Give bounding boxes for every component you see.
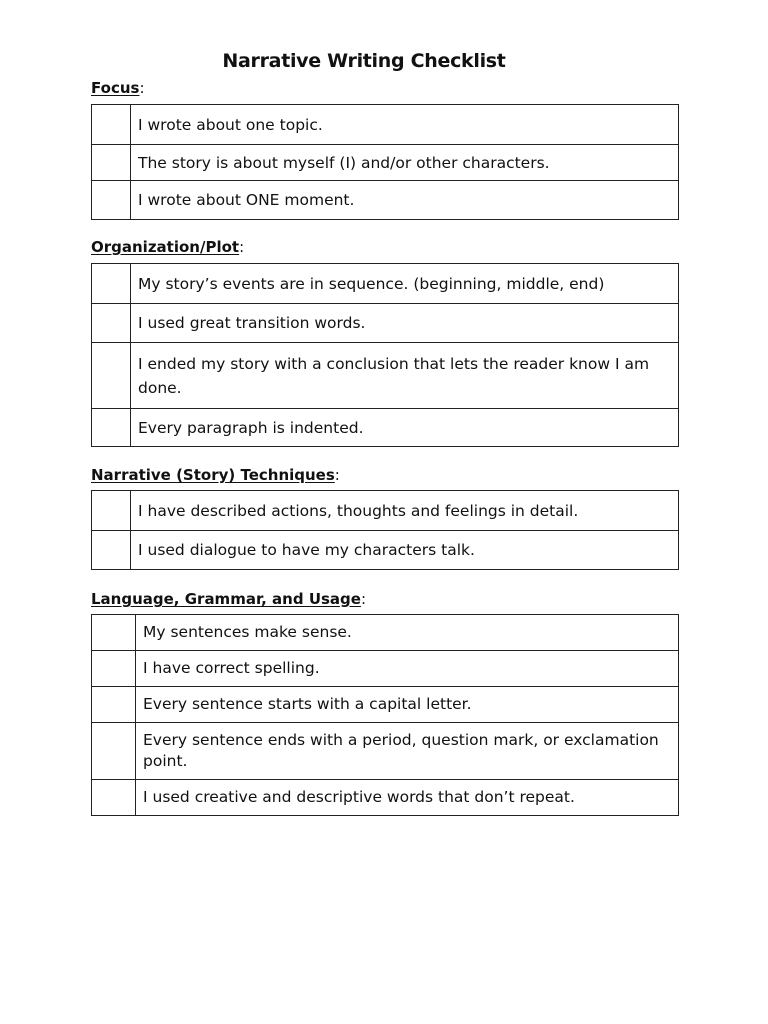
checkbox-cell[interactable]	[92, 780, 136, 816]
section-heading-label: Organization/Plot	[91, 238, 240, 256]
page-title: Narrative Writing Checklist	[222, 50, 506, 72]
checkbox-cell[interactable]	[92, 651, 136, 687]
checklist-item-text: I have described actions, thoughts and feelings in detail.	[131, 491, 679, 531]
checklist-row	[92, 304, 679, 343]
checkbox-cell[interactable]	[92, 687, 136, 723]
section-heading-colon: :	[360, 590, 367, 608]
checklist-table-organization	[91, 263, 679, 447]
checklist-item-text: Every sentence ends with a period, question mark, or exclamation point.	[136, 723, 679, 780]
checklist-row	[92, 780, 679, 816]
checklist-row	[92, 343, 679, 409]
checkbox-cell[interactable]	[92, 615, 136, 651]
checkbox-cell[interactable]	[92, 181, 131, 220]
checklist-item-text: I used creative and descriptive words that don’t repeat.	[136, 780, 679, 816]
section-heading-label: Focus	[91, 79, 140, 97]
section-heading-label: Narrative (Story) Techniques	[91, 466, 335, 484]
section-heading-colon: :	[139, 79, 145, 97]
section-heading-techniques	[91, 466, 340, 484]
checklist-item-text: Every paragraph is indented.	[131, 409, 679, 447]
checklist-row	[92, 491, 679, 531]
checklist-row	[92, 409, 679, 447]
checklist-row	[92, 531, 679, 570]
checklist-table-language	[91, 614, 679, 816]
checkbox-cell[interactable]	[92, 723, 136, 780]
section-heading-label: Language, Grammar, and Usage	[91, 590, 361, 608]
checkbox-cell[interactable]	[92, 264, 131, 304]
checkbox-cell[interactable]	[92, 105, 131, 145]
checklist-row	[92, 615, 679, 651]
checklist-item-text: I used great transition words.	[131, 304, 679, 343]
checklist-table-techniques	[91, 490, 679, 570]
section-heading-colon: :	[239, 238, 245, 256]
checklist-row	[92, 181, 679, 220]
checklist-item-text: My story’s events are in sequence. (beginning, middle, end)	[131, 264, 679, 304]
section-heading-language	[91, 590, 366, 608]
checkbox-cell[interactable]	[92, 409, 131, 447]
checklist-table-focus	[91, 104, 679, 220]
checklist-row	[92, 145, 679, 181]
checkbox-cell[interactable]	[92, 531, 131, 570]
checklist-item-text: I wrote about ONE moment.	[131, 181, 679, 220]
checkbox-cell[interactable]	[92, 304, 131, 343]
section-heading-organization	[91, 238, 244, 256]
checkbox-cell[interactable]	[92, 491, 131, 531]
checklist-row	[92, 105, 679, 145]
checklist-item-text: I wrote about one topic.	[131, 105, 679, 145]
section-heading-focus	[91, 79, 145, 97]
section-heading-colon: :	[334, 466, 340, 484]
checkbox-cell[interactable]	[92, 343, 131, 409]
checklist-item-text: I have correct spelling.	[136, 651, 679, 687]
checklist-item-text: The story is about myself (I) and/or other characters.	[131, 145, 679, 181]
checkbox-cell[interactable]	[92, 145, 131, 181]
checklist-item-text: I used dialogue to have my characters talk.	[131, 531, 679, 570]
checklist-row	[92, 687, 679, 723]
checklist-item-text: Every sentence starts with a capital letter.	[136, 687, 679, 723]
checklist-row	[92, 264, 679, 304]
checklist-item-text: My sentences make sense.	[136, 615, 679, 651]
checklist-item-text: I ended my story with a conclusion that lets the reader know I am done.	[131, 343, 679, 409]
checklist-row	[92, 651, 679, 687]
checklist-row	[92, 723, 679, 780]
